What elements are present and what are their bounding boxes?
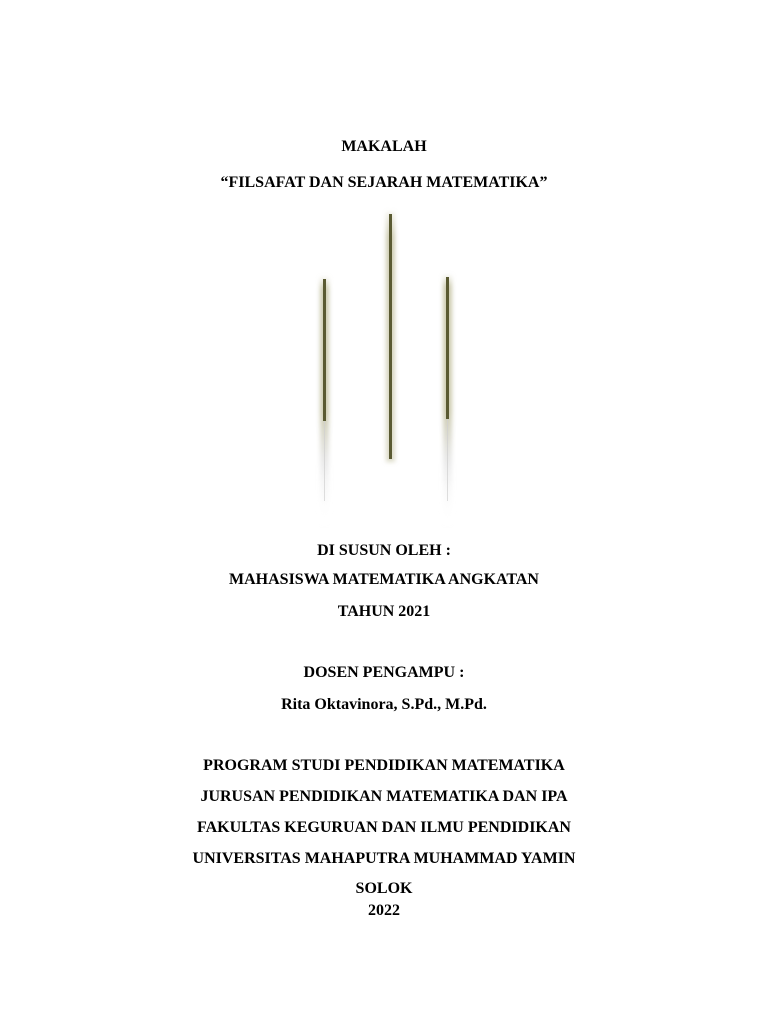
publication-year: 2022 xyxy=(368,902,400,919)
city: SOLOK xyxy=(355,880,413,897)
document-title: “FILSAFAT DAN SEJARAH MATEMATIKA” xyxy=(220,174,548,191)
department: JURUSAN PENDIDIKAN MATEMATIKA DAN IPA xyxy=(200,788,568,805)
lecturer-name: Rita Oktavinora, S.Pd., M.Pd. xyxy=(281,696,487,713)
right-bar-shape xyxy=(443,274,452,526)
cohort-year: TAHUN 2021 xyxy=(337,603,431,620)
university: UNIVERSITAS MAHAPUTRA MUHAMMAD YAMIN xyxy=(192,850,576,867)
composed-by-label: DI SUSUN OLEH : xyxy=(317,542,451,559)
composed-by: MAHASISWA MATEMATIKA ANGKATAN xyxy=(229,571,539,588)
faculty: FAKULTAS KEGURUAN DAN ILMU PENDIDIKAN xyxy=(197,819,571,836)
study-program: PROGRAM STUDI PENDIDIKAN MATEMATIKA xyxy=(203,757,565,774)
left-bar-shape xyxy=(320,276,329,526)
center-bar-shape xyxy=(386,212,395,462)
lecturer-label: DOSEN PENGAMPU : xyxy=(303,664,465,681)
document-label: MAKALAH xyxy=(341,138,427,155)
